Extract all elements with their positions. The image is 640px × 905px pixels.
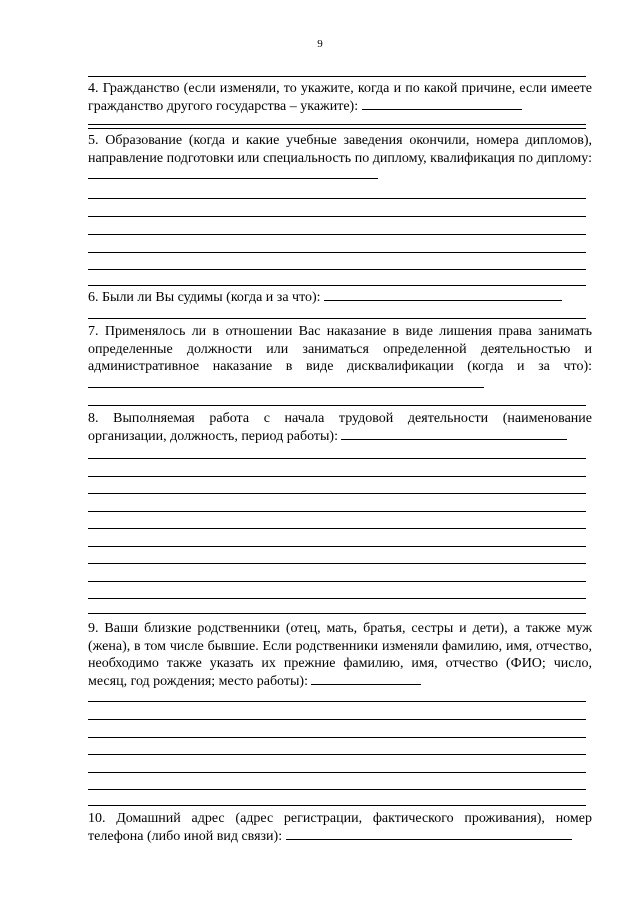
section-10-text xyxy=(88,810,592,845)
section-8-answer-line-9[interactable] xyxy=(88,598,586,599)
section-9-answer-line-7[interactable] xyxy=(88,805,586,806)
page-number: 9 xyxy=(317,38,323,50)
section-9-answer-line-6[interactable] xyxy=(88,789,586,790)
section-9-answer-line-3[interactable] xyxy=(88,737,586,738)
section-9-label: 9. Ваши близкие родственники (отец, мать, братья, сестры и дети), а также муж (жена), в том числе бывшие. Если родственники изменяли фамилию, имя, отчество, необходимо также указать их прежние фамилию, имя, отчество (ФИО; число, месяц, год рождения; место работы): xyxy=(88,621,592,689)
section-7-label: 7. Применялось ли в отношении Вас наказание в виде лишения права занимать определенные должности или заниматься определенной деятельностью и административное наказание в виде дисквалификации (когда и за что): xyxy=(88,324,592,374)
section-8-answer-line-3[interactable] xyxy=(88,493,586,494)
section-9-answer-line-5[interactable] xyxy=(88,772,586,773)
section-4-answer-line[interactable] xyxy=(88,124,586,125)
section-6-label: 6. Были ли Вы судимы (когда и за что): xyxy=(88,290,321,305)
section-8-answer-line-10[interactable] xyxy=(88,613,586,614)
section-4-label: 4. Гражданство (если изменяли, то укажите, когда и по какой причине, если имеете гражданство другого государства – укажите): xyxy=(88,81,592,114)
section-9-answer-line-1[interactable] xyxy=(88,701,586,702)
section-9-answer-line-2[interactable] xyxy=(88,719,586,720)
section-9-answer-line-4[interactable] xyxy=(88,754,586,755)
section-4-top-rule xyxy=(88,76,586,77)
section-5-label: 5. Образование (когда и какие учебные заведения окончили, номера дипломов), направление подготовки или специальность по диплому, квалификация по диплому: xyxy=(88,133,592,166)
section-7-answer-line[interactable] xyxy=(88,405,586,406)
section-6-answer-line[interactable] xyxy=(88,318,586,319)
section-5-answer-line-4[interactable] xyxy=(88,252,586,253)
section-5-answer-line-6[interactable] xyxy=(88,285,586,286)
section-8-answer-line-8[interactable] xyxy=(88,581,586,582)
section-9-text xyxy=(88,620,592,690)
section-8-answer-line-5[interactable] xyxy=(88,528,586,529)
section-8-answer-line-1[interactable] xyxy=(88,458,586,459)
section-5-answer-line-2[interactable] xyxy=(88,216,586,217)
section-6-fill-line[interactable] xyxy=(324,299,562,301)
section-9-fill-line[interactable] xyxy=(311,683,421,685)
section-10-label: 10. Домашний адрес (адрес регистрации, фактического проживания), номер телефона (либо иной вид связи): xyxy=(88,811,592,844)
section-8-fill-line[interactable] xyxy=(341,438,567,440)
section-5-text xyxy=(88,132,592,185)
section-10-fill-line[interactable] xyxy=(286,838,572,840)
section-8-answer-line-6[interactable] xyxy=(88,546,586,547)
section-7-text xyxy=(88,323,592,393)
section-8-answer-line-2[interactable] xyxy=(88,476,586,477)
section-4-fill-line[interactable] xyxy=(362,108,522,110)
section-8-answer-line-4[interactable] xyxy=(88,511,586,512)
section-7-fill-line[interactable] xyxy=(88,386,484,388)
section-8-label: 8. Выполняемая работа с начала трудовой деятельности (наименование организации, должность, период работы): xyxy=(88,411,592,444)
section-6-text xyxy=(88,289,592,307)
section-8-answer-line-7[interactable] xyxy=(88,563,586,564)
section-5-answer-line-3[interactable] xyxy=(88,234,586,235)
section-5-top-rule xyxy=(88,128,586,129)
section-5-answer-line-1[interactable] xyxy=(88,198,586,199)
section-8-text xyxy=(88,410,592,445)
section-5-fill-line[interactable] xyxy=(88,177,378,179)
section-5-answer-line-5[interactable] xyxy=(88,269,586,270)
section-4-text xyxy=(88,80,592,115)
